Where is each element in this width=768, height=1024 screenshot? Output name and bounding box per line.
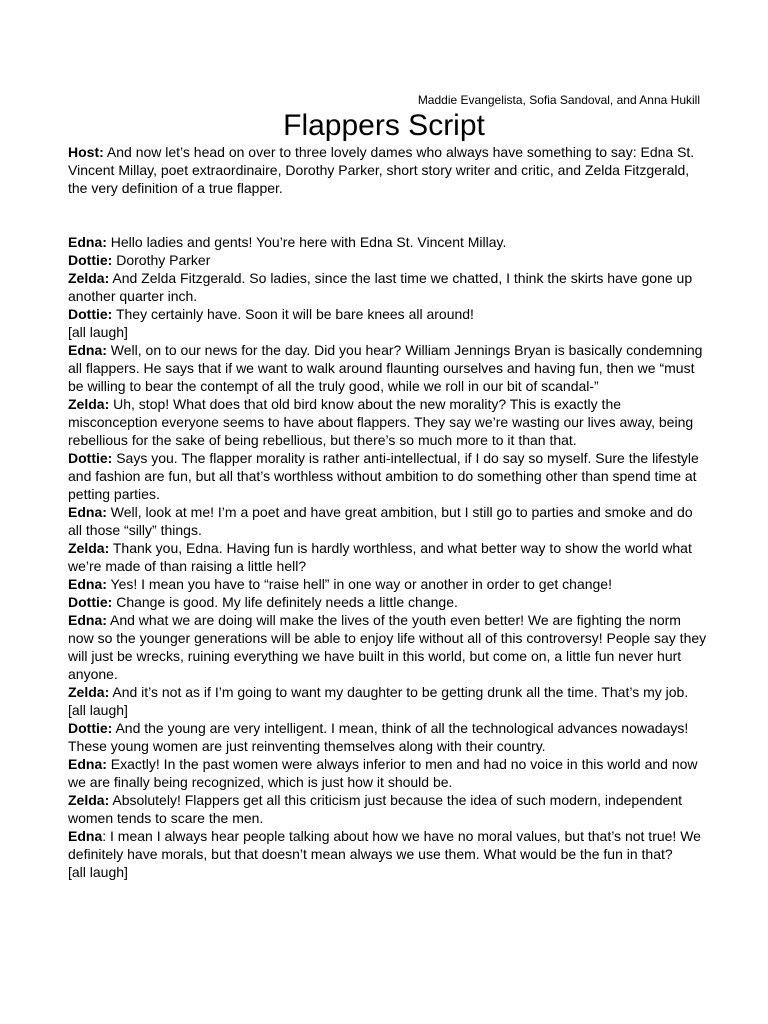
dialogue-text: Thank you, Edna. Having fun is hardly worthless, and what better way to show the world what we’re made of than raising a little hell?	[68, 540, 692, 574]
dialogue-line	[68, 719, 708, 755]
dialogue-line	[68, 305, 708, 323]
speaker-label: Dottie:	[68, 306, 113, 322]
dialogue-text: Uh, stop! What does that old bird know about the new morality? This is exactly the misconception everyone seems to have about flappers. They say we’re wasting our lives away, being rebellious for the sake of being rebellious, but there’s so much more to it than that.	[68, 396, 694, 448]
dialogue-line	[68, 701, 708, 719]
speaker-label: Edna	[68, 828, 103, 844]
dialogue-line	[68, 863, 708, 881]
dialogue-line	[68, 827, 708, 863]
dialogue-text: Exactly! In the past women were always inferior to men and had no voice in this world and now we are finally being recognized, which is just how it should be.	[68, 756, 698, 790]
speaker-label: Host:	[68, 144, 104, 160]
dialogue-line	[68, 539, 708, 575]
dialogue-text: Change is good. My life definitely needs a little change.	[112, 594, 458, 610]
dialogue-text: Yes! I mean you have to “raise hell” in one way or another in order to get change!	[106, 576, 612, 592]
dialogue-text: And the young are very intelligent. I mean, think of all the technological advances nowadays! These young women are just reinventing themselves along with their country.	[68, 720, 689, 754]
dialogue-text: Well, look at me! I’m a poet and have great ambition, but I still go to parties and smoke and do all those “silly” things.	[68, 504, 693, 538]
dialogue-text: : I mean I always hear people talking about how we have no moral values, but that’s not true! We definitely have morals, but that doesn’t mean always we use them. What would be the fun in that?	[68, 828, 701, 862]
dialogue-line	[68, 683, 708, 701]
dialogue-line	[68, 269, 708, 305]
dialogue-text: And now let’s head on over to three lovely dames who always have something to say: Edna St. Vincent Millay, poet extraordinaire, Dorothy Parker, short story writer and critic, and Zelda Fitzgerald, the very definition of a true flapper.	[68, 144, 695, 196]
dialogue-line	[68, 449, 708, 503]
dialogue-line	[68, 251, 708, 269]
stage-direction: [all laugh]	[68, 702, 128, 718]
speaker-label: Edna:	[68, 342, 107, 358]
speaker-label: Zelda:	[68, 540, 110, 556]
stage-direction: [all laugh]	[68, 324, 128, 340]
dialogue-text: Says you. The flapper morality is rather anti-intellectual, if I do say so myself. Sure the lifestyle and fashion are fun, but all that’s worthless without ambition to do something other than spend time at petting parties.	[68, 450, 699, 502]
dialogue-text: And what we are doing will make the lives of the youth even better! We are fighting the norm now so the younger generations will be able to enjoy life without all of this controversy! People say they will just be wrecks, ruining everything we have built in this world, but come on, a little fun never hurt anyone.	[68, 612, 707, 682]
speaker-label: Dottie:	[68, 720, 113, 736]
script-dialogue	[68, 233, 708, 881]
dialogue-text: Hello ladies and gents! You’re here with Edna St. Vincent Millay.	[106, 234, 507, 250]
dialogue-line	[68, 791, 708, 827]
dialogue-text: Absolutely! Flappers get all this criticism just because the idea of such modern, independent women tends to scare the men.	[68, 792, 682, 826]
dialogue-line	[68, 233, 708, 251]
speaker-label: Edna:	[68, 576, 107, 592]
speaker-label: Zelda:	[68, 684, 110, 700]
speaker-label: Dottie:	[68, 252, 113, 268]
dialogue-text: They certainly have. Soon it will be bare knees all around!	[112, 306, 474, 322]
dialogue-line	[68, 593, 708, 611]
dialogue-line	[68, 503, 708, 539]
stage-direction: [all laugh]	[68, 864, 128, 880]
speaker-label: Edna:	[68, 612, 107, 628]
dialogue-text: And it’s not as if I’m going to want my daughter to be getting drunk all the time. That’s my job.	[109, 684, 689, 700]
dialogue-line	[68, 341, 708, 395]
dialogue-line	[68, 395, 708, 449]
speaker-label: Dottie:	[68, 594, 113, 610]
author-names: Maddie Evangelista, Sofia Sandoval, and Anna Hukill	[417, 93, 700, 107]
page-title: Flappers Script	[283, 109, 485, 142]
dialogue-line	[68, 575, 708, 593]
speaker-label: Dottie:	[68, 450, 113, 466]
speaker-label: Edna:	[68, 504, 107, 520]
dialogue-text: And Zelda Fitzgerald. So ladies, since the last time we chatted, I think the skirts have gone up another quarter inch.	[68, 270, 693, 304]
speaker-label: Zelda:	[68, 270, 110, 286]
speaker-label: Zelda:	[68, 792, 110, 808]
speaker-label: Edna:	[68, 234, 107, 250]
speaker-label: Edna:	[68, 756, 107, 772]
dialogue-text: Dorothy Parker	[112, 252, 211, 268]
dialogue-line	[68, 323, 708, 341]
dialogue-text: Well, on to our news for the day. Did you hear? William Jennings Bryan is basically condemning all flappers. He says that if we want to walk around flaunting ourselves and having fun, then we “must be willing to bear the contempt of all the truly good, while we roll in our bit of scandal-”	[68, 342, 703, 394]
host-introduction	[68, 143, 708, 197]
speaker-label: Zelda:	[68, 396, 110, 412]
dialogue-line	[68, 755, 708, 791]
dialogue-line	[68, 611, 708, 683]
